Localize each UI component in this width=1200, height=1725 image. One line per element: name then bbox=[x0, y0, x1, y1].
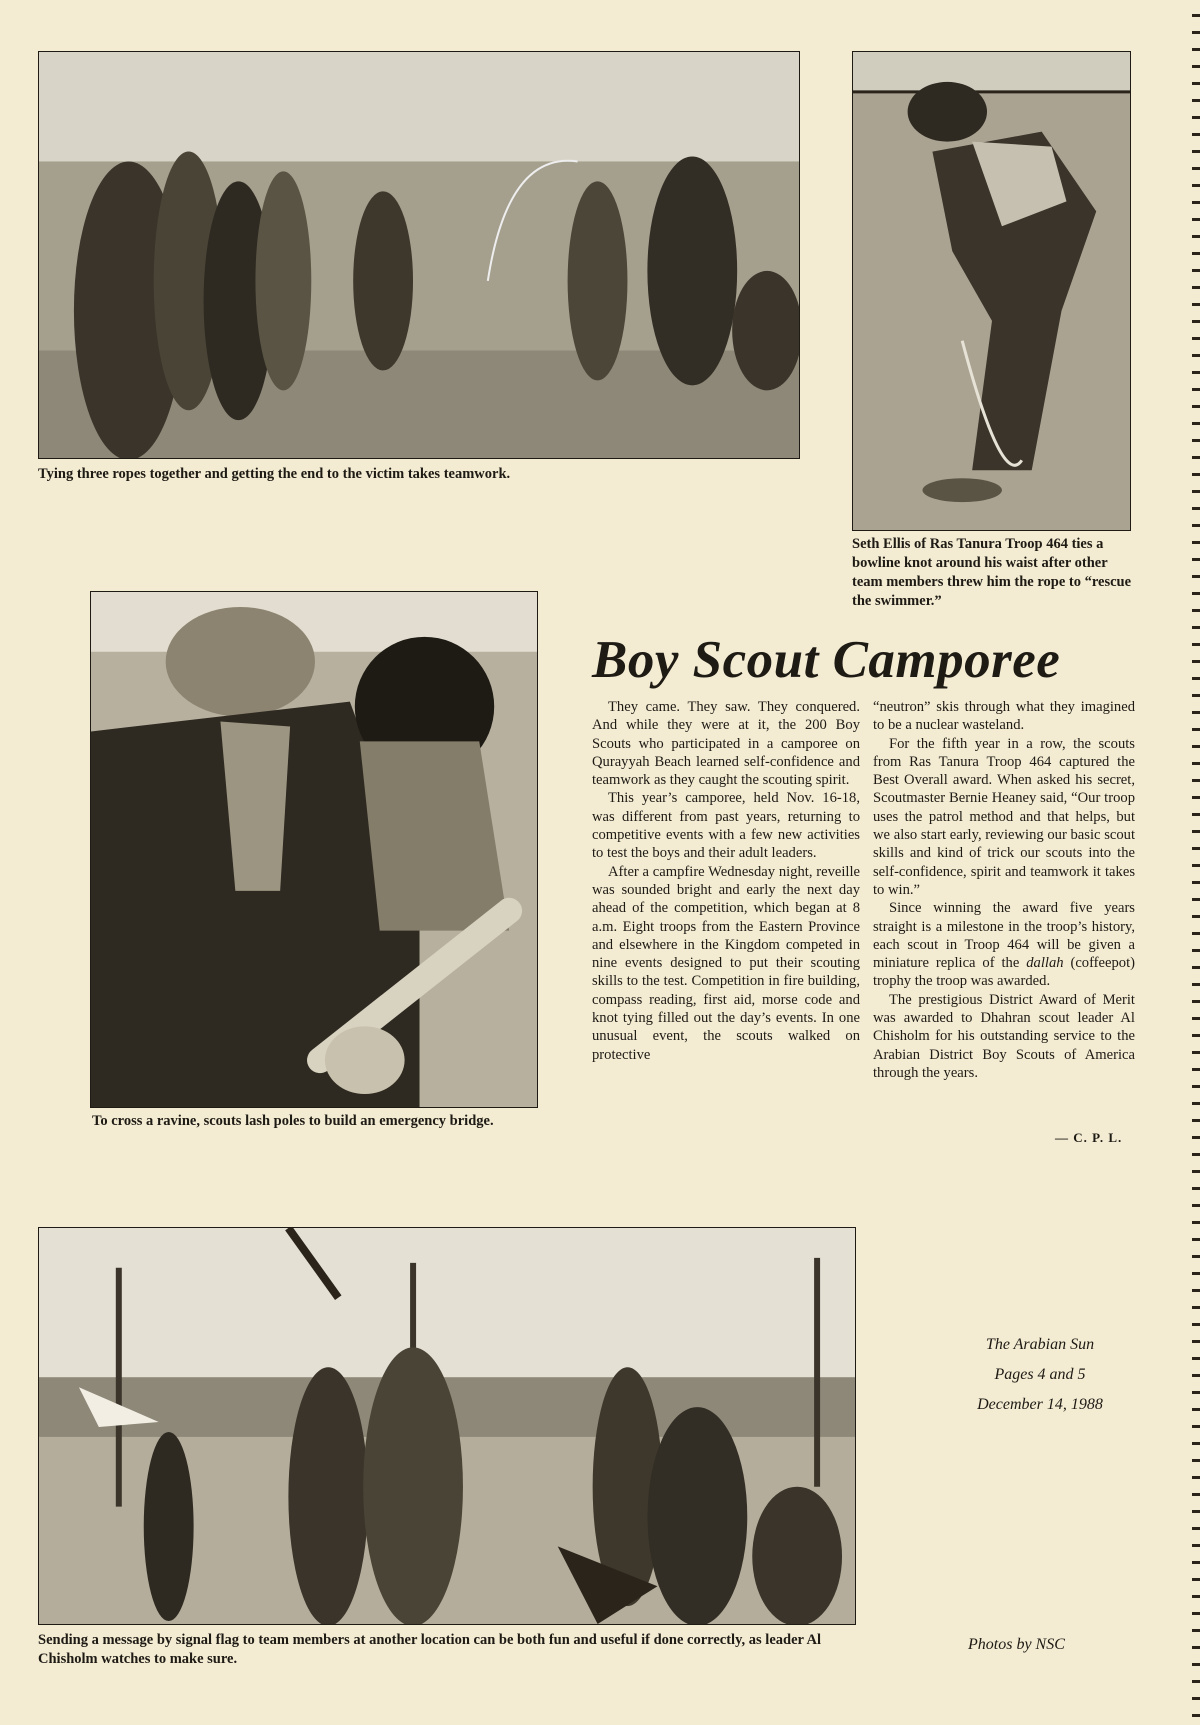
photo-credit: Photos by NSC bbox=[968, 1636, 1065, 1653]
caption-bowline-knot: Seth Ellis of Ras Tanura Troop 464 ties a bowline knot around his waist after other team members threw him the rope to “rescue the swimmer.” bbox=[852, 536, 1132, 609]
caption-rope-teamwork: Tying three ropes together and getting the end to the victim takes teamwork. bbox=[38, 466, 511, 482]
publication-pages: Pages 4 and 5 bbox=[994, 1366, 1086, 1383]
article-paragraph: This year’s camporee, held Nov. 16-18, was different from past years, returning to competitive events with a few new activities to test the boys and their adult leaders. bbox=[592, 790, 860, 862]
publication-date: December 14, 1988 bbox=[977, 1396, 1103, 1413]
article-column-2 bbox=[873, 698, 1135, 1082]
page-edge-marks bbox=[1192, 0, 1200, 1725]
publication-name: The Arabian Sun bbox=[985, 1336, 1095, 1353]
article-paragraph: The prestigious District Award of Merit was awarded to Dhahran scout leader Al Chisholm for his outstanding service to the Arabian District Boy Scouts of America through the years. bbox=[873, 991, 1135, 1081]
article-paragraph: “neutron” skis through what they imagined to be a nuclear wasteland. bbox=[873, 699, 1135, 734]
photo-emergency-bridge bbox=[90, 591, 538, 1108]
text-span: (coffeepot) trophy the troop was awarded. bbox=[873, 955, 1136, 990]
article-paragraph bbox=[873, 899, 1135, 990]
italic-term: dallah bbox=[1026, 955, 1064, 972]
article-headline: Boy Scout Camporee bbox=[592, 631, 1061, 689]
article-paragraph: After a campfire Wednesday night, reveille was sounded bright and early the next day ahead of the competition, which began at 8 a.m. Eight troops from the Eastern Province and elsewhere in the Kingdom competed in nine events designed to put their scouting skills to the test. Competition in fire building, compass reading, first aid, morse code and knot tying filled out the day’s events. In one unusual event, the scouts walked on protective bbox=[592, 863, 860, 1063]
caption-signal-flag: Sending a message by signal flag to team members at another location can be both fun and useful if done correctly, as leader Al Chisholm watches to make sure. bbox=[38, 1632, 821, 1667]
text-span: Since winning the award five years straight is a milestone in the troop’s history, each scout in Troop 464 will be given a miniature replica of the bbox=[873, 900, 1135, 972]
article-paragraph: They came. They saw. They conquered. And while they were at it, the 200 Boy Scouts who participated in a camporee on Qurayyah Beach learned self-confidence and teamwork as they caught the scouting spirit. bbox=[592, 699, 860, 789]
photo-rope-teamwork bbox=[38, 51, 800, 459]
photo-signal-flag bbox=[38, 1227, 856, 1625]
article-column-1 bbox=[592, 698, 860, 1064]
caption-emergency-bridge: To cross a ravine, scouts lash poles to build an emergency bridge. bbox=[92, 1113, 494, 1129]
article-byline: — C. P. L. bbox=[1055, 1130, 1123, 1145]
publication-info bbox=[945, 1330, 1135, 1420]
article-paragraph: For the fifth year in a row, the scouts from Ras Tanura Troop 464 captured the Best Overall award. When asked his secret, Scoutmaster Bernie Heaney said, “Our troop uses the patrol method and that helps, but we also start early, reviewing our basic scout skills and kind of trick our scouts into the self-confidence, spirit and teamwork it takes to win.” bbox=[873, 735, 1135, 898]
photo-bowline-knot bbox=[852, 51, 1131, 531]
